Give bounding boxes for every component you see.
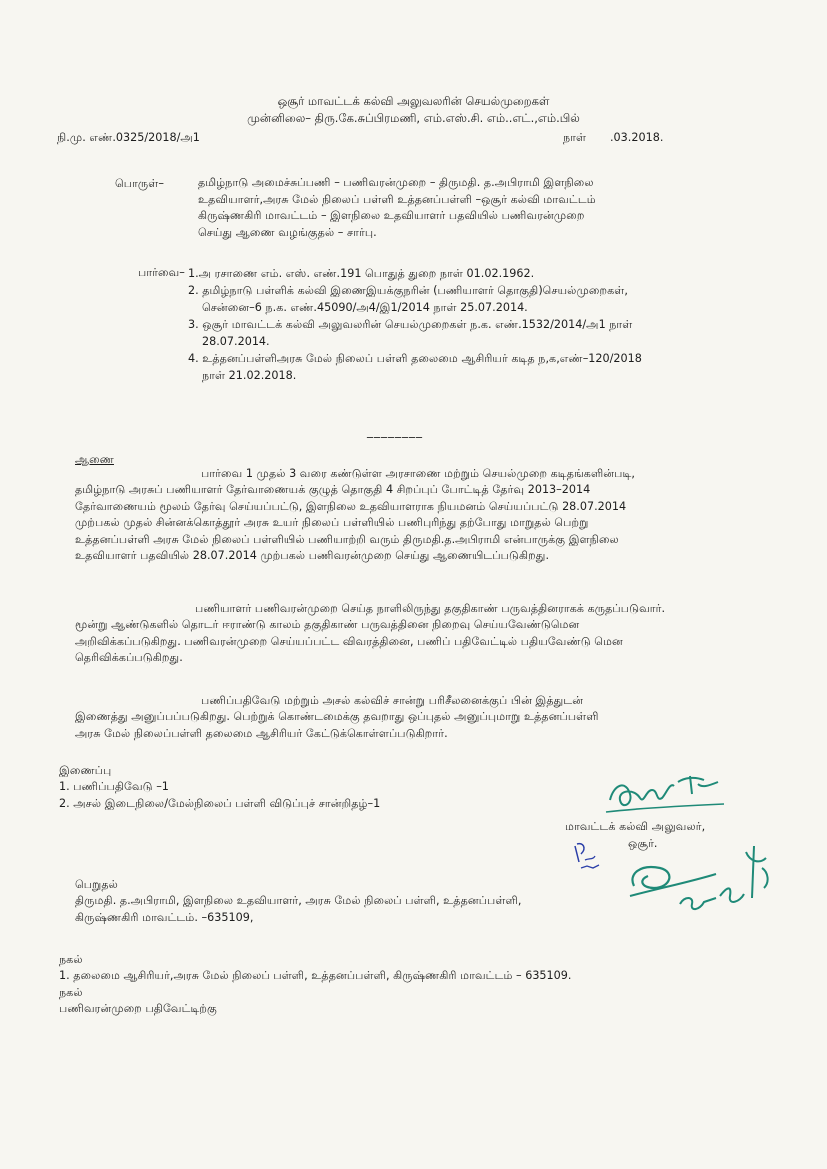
- reference-item-cont: நாள் 21.02.2018.: [202, 369, 297, 382]
- order-title: ஆணை: [75, 453, 114, 466]
- enclosure-item: 1. பணிப்பதிவேடு –1: [59, 780, 169, 794]
- paragraph-line: இணைத்து அனுப்பப்படுகிறது. பெற்றுக் கொண்டமைக்கு தவறாது ஒப்புதல் அனுப்புமாறு உத்தனப்பள்ளி: [75, 710, 599, 724]
- copy-label: நகல்: [59, 953, 83, 966]
- copy-block-2: [59, 985, 217, 1018]
- reference-item: 1.அ ரசாணை எம். எஸ். எண்.191 பொதுத் துறை நாள் 01.02.1962.: [188, 267, 535, 280]
- presiding-officer: முன்னிலை– திரு.கே.சுப்பிரமணி, எம்.எஸ்.சி. எம்..எட்.,எம்.பில்: [247, 111, 580, 125]
- copy-line: பணிவரன்முறை பதிவேட்டிற்கு: [59, 1002, 217, 1016]
- reference-item: 4. உத்தனப்பள்ளிஅரசு மேல் நிலைப் பள்ளி தலைமை ஆசிரியர் கடித ந,க,எண்–120/2018: [188, 352, 642, 365]
- reference-item: 2. தமிழ்நாடு பள்ளிக் கல்வி இணைஇயக்குநரின் (பணியாளர் தொகுதி)செயல்முறைகள்,: [188, 284, 628, 297]
- officer-signature-icon: [600, 760, 730, 830]
- copy-line: 1. தலைமை ஆசிரியர்,அரசு மேல் நிலைப் பள்ளி, உத்தனப்பள்ளி, கிருஷ்ணகிரி மாவட்டம் – 635109.: [59, 969, 572, 983]
- subject-line: தமிழ்நாடு அமைச்சுப்பணி – பணிவரன்முறை – திருமதி. த.அபிராமி இளநிலை: [198, 176, 594, 189]
- date-value: .03.2018.: [610, 131, 664, 144]
- subject-text: [198, 175, 596, 241]
- enclosures: [59, 763, 380, 812]
- order-paragraph-1: [75, 466, 635, 564]
- enclosures-label: இணைப்பு: [59, 764, 112, 777]
- paragraph-line: முற்பகல் முதல் சின்னக்கொத்தூர் அரசு உயர் நிலைப் பள்ளியில் பணிபுரிந்து தற்போது மாறுதல் பெற்று: [75, 516, 589, 530]
- enclosure-item: 2. அசல் இடைநிலை/மேல்நிலைப் பள்ளி விடுப்புச் சான்றிதழ்–1: [59, 796, 381, 810]
- order-paragraph-2: [75, 601, 665, 667]
- subject-line: செய்து ஆணை வழங்குதல் – சார்பு.: [198, 225, 377, 239]
- reference-item-cont: சென்னை–6 ந.க. எண்.45090/அ4/இ1/2014 நாள் 25.07.2014.: [202, 301, 528, 314]
- paragraph-line: மூன்று ஆண்டுகளில் தொடர் ஈராண்டு காலம் தகுதிகாண் பருவத்தினை நிறைவு செய்யவேண்டுமென: [75, 618, 580, 632]
- subject-line: கிருஷ்ணகிரி மாவட்டம் – இளநிலை உதவியாளர் பதவியில் பணிவரன்முறை: [198, 209, 585, 223]
- paragraph-line: தெரிவிக்கப்படுகிறது.: [75, 651, 183, 665]
- paragraph-line: அரசு மேல் நிலைப்பள்ளி தலைமை ஆசிரியர் கேட்டுக்கொள்ளப்படுகிறார்.: [75, 726, 448, 740]
- paragraph-line: தேர்வாணையம் மூலம் தேர்வு செய்யப்பட்டு, இளநிலை உதவியாளராக நியமனம் செய்யப்பட்டு 28.07.2014: [75, 499, 627, 513]
- reference-number: நி.மு. எண்.0325/2018/அ1: [57, 131, 200, 144]
- paragraph-line: தமிழ்நாடு அரசுப் பணியாளர் தேர்வாணையக் குழுத் தொகுதி 4 சிறப்புப் போட்டித் தேர்வு 2013–2014: [75, 483, 591, 497]
- received-signature-icon: [620, 838, 780, 918]
- paragraph-line: பார்வை 1 முதல் 3 வரை கண்டுள்ள அரசாணை மற்றும் செயல்முறை கடிதங்களின்படி,: [201, 467, 635, 480]
- paragraph-line: பணிப்பதிவேடு மற்றும் அசல் கல்விச் சான்று பரிசீலனைக்குப் பின் இத்துடன்: [201, 694, 584, 707]
- paragraph-line: உதவியாளர் பதவியில் 28.07.2014 முற்பகல் பணிவரன்முறை செய்து ஆணையிடப்படுகிறது.: [75, 549, 549, 563]
- subject-label: பொருள்–: [115, 177, 164, 190]
- pen-initial-icon: [565, 838, 615, 878]
- recipient-label: பெறுதல்: [75, 878, 118, 891]
- section-divider: ________: [367, 424, 423, 438]
- copy-label: நகல்: [59, 986, 83, 999]
- order-paragraph-3: [75, 693, 599, 742]
- recipient-block: [75, 877, 521, 926]
- signatory-title: மாவட்டக் கல்வி அலுவலர்,: [565, 820, 706, 833]
- recipient-line: திருமதி. த.அபிராமி, இளநிலை உதவியாளர், அரசு மேல் நிலைப் பள்ளி, உத்தனப்பள்ளி,: [75, 894, 522, 908]
- paragraph-line: அறிவிக்கப்படுகிறது. பணிவரன்முறை செய்யப்பட்ட விவரத்தினை, பணிப் பதிவேட்டில் பதியவேண்டு மென: [75, 634, 623, 648]
- copy-block-1: [59, 952, 571, 985]
- references-list: [188, 265, 642, 384]
- date-label: நாள்: [563, 131, 587, 144]
- reference-item: 3. ஒசூர் மாவட்டக் கல்வி அலுவலரின் செயல்முறைகள் ந.க. எண்.1532/2014/அ1 நாள்: [188, 318, 633, 331]
- references-label: பார்வை–: [138, 266, 185, 279]
- reference-item-cont: 28.07.2014.: [202, 335, 270, 348]
- paragraph-line: உத்தனப்பள்ளி அரசு மேல் நிலைப் பள்ளியில் பணியாற்றி வரும் திருமதி.த.அபிராமி என்பாருக்கு இளநிலை: [75, 532, 619, 546]
- recipient-line: கிருஷ்ணகிரி மாவட்டம். –635109,: [75, 910, 254, 924]
- paragraph-line: பணியாளர் பணிவரன்முறை செய்த நாளிலிருந்து தகுதிகாண் பருவத்தினராகக் கருதப்படுவார்.: [195, 602, 666, 615]
- office-title: ஒசூர் மாவட்டக் கல்வி அலுவலரின் செயல்முறைகள்: [277, 94, 550, 108]
- signatory-place: ஒசூர்.: [628, 837, 658, 850]
- subject-line: உதவியாளர்,அரசு மேல் நிலைப் பள்ளி உத்தனப்பள்ளி –ஒசூர் கல்வி மாவட்டம்: [198, 192, 596, 206]
